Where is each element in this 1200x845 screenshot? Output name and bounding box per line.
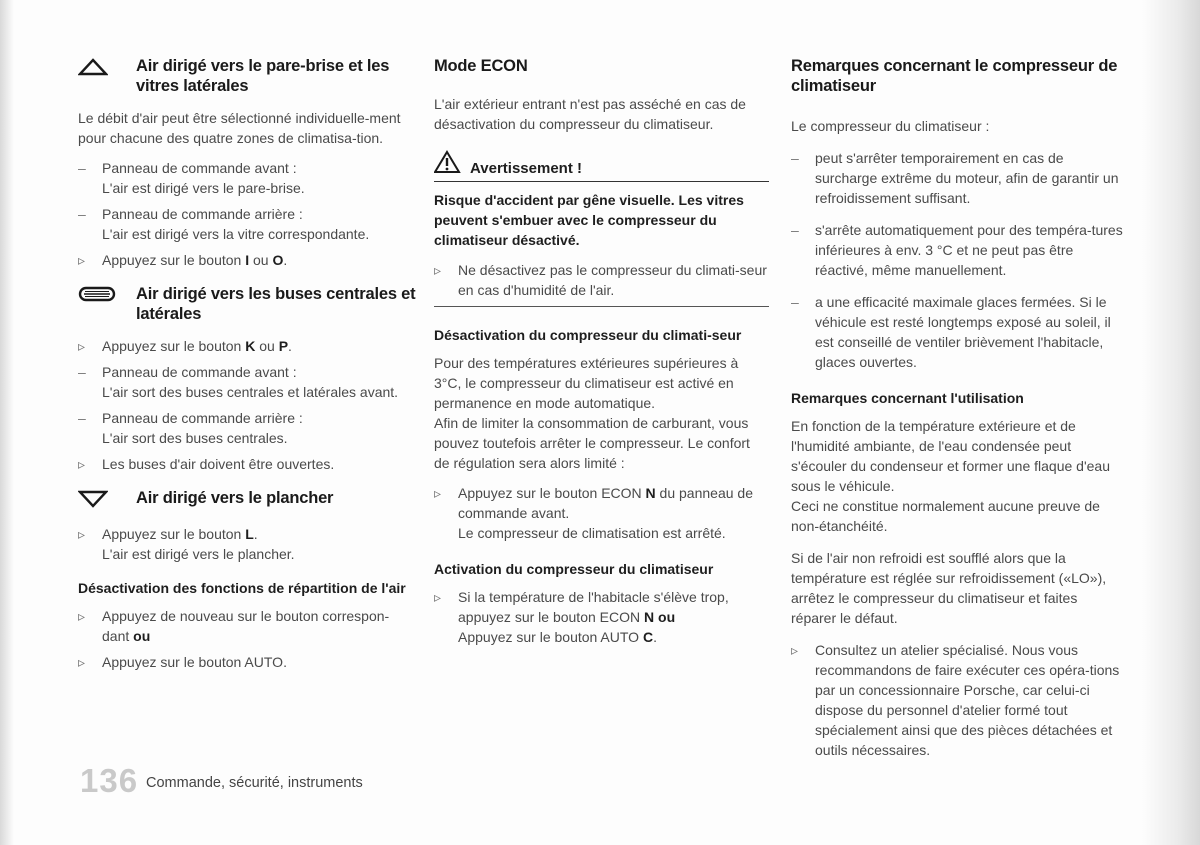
bold-text: ou: [658, 609, 676, 625]
item-text: Les buses d'air doivent être ouvertes.: [102, 456, 335, 472]
section-title: Air dirigé vers le plancher: [136, 489, 334, 507]
page-edge-left: [0, 0, 14, 845]
button-key: I: [245, 252, 250, 268]
list-item: [78, 362, 416, 402]
item-text: Appuyez de nouveau sur le bouton correspon-dant: [102, 608, 390, 644]
item-text: L'air sort des buses centrales.: [102, 430, 288, 446]
arrow-marker: ▹: [78, 456, 86, 472]
item-text: L'air est dirigé vers la vitre correspondante.: [102, 226, 370, 242]
arrow-marker: ▹: [791, 642, 799, 658]
subsection-title: Activation du compresseur du climatiseur: [434, 561, 714, 577]
button-key: C: [642, 629, 654, 645]
warning-triangle-icon: [434, 150, 464, 179]
item-text: L'air est dirigé vers le pare-brise.: [102, 180, 305, 196]
paragraph: En fonction de la température extérieure et de l'humidité ambiante, de l'eau condensée peut s'écouler du condenseur et former une flaque d'eau sous le véhicule.: [791, 418, 1110, 494]
button-key: L: [245, 526, 254, 542]
item-text: Panneau de commande avant :: [102, 364, 297, 380]
warning-box: [434, 182, 769, 307]
windshield-triangle-icon: [78, 56, 136, 80]
subsection-title: Remarques concernant l'utilisation: [791, 390, 1024, 406]
action-item: [434, 260, 769, 300]
item-text: Ne désactivez pas le compresseur du climati-seur en cas d'humidité de l'air.: [458, 262, 767, 298]
item-text: ou: [255, 338, 279, 354]
list-item: [791, 148, 1126, 208]
action-item: [434, 587, 769, 647]
item-text: .: [653, 629, 657, 645]
dash-marker: –: [78, 364, 86, 380]
page-number: 136: [80, 762, 139, 799]
item-text: .: [283, 252, 288, 268]
item-text: Panneau de commande arrière :: [102, 206, 303, 222]
item-text: Appuyez sur le bouton AUTO: [458, 629, 643, 645]
item-text: Le compresseur de climatisation est arrêté.: [458, 525, 726, 541]
warning-text: Risque d'accident par gêne visuelle. Les vitres peuvent s'embuer avec le compresseur du climatiseur désactivé.: [434, 192, 744, 248]
item-text: Appuyez sur le bouton: [102, 252, 246, 268]
list-item: [78, 158, 416, 198]
section-title: Air dirigé vers le pare-brise et les vitres latérales: [136, 57, 390, 95]
action-item: [78, 652, 416, 672]
list-item: [78, 408, 416, 448]
arrow-marker: ▹: [78, 654, 86, 670]
item-text: Panneau de commande avant :: [102, 160, 297, 176]
arrow-marker: ▹: [434, 589, 442, 605]
dash-marker: –: [78, 410, 86, 426]
paragraph: Afin de limiter la consommation de carburant, vous pouvez toutefois arrêter le compresseur. Le confort de régulation sera alors limité :: [434, 415, 750, 471]
item-text: L'air sort des buses centrales et latérales avant.: [102, 384, 399, 400]
item-text: Appuyez sur le bouton: [102, 338, 246, 354]
item-text: a une efficacité maximale glaces fermées. Si le véhicule est resté longtemps exposé au soleil, il est conseillé de ventiler brièvement l'habitacle, glaces ouvertes.: [815, 294, 1111, 370]
section-title: Remarques concernant le compresseur de climatiseur: [791, 57, 1118, 95]
list-item: [791, 220, 1126, 280]
section-floor: [78, 488, 416, 512]
column-2: [434, 56, 769, 653]
item-text: Consultez un atelier spécialisé. Nous vous recommandons de faire exécuter ces opéra-tions par un concessionnaire Porsche, car celui-ci dispose du personnel d'atelier formé tout spécialement ainsi que des pièces détachées et outils nécessaires.: [815, 642, 1120, 758]
paragraph: Le débit d'air peut être sélectionné individuelle-ment pour chacune des quatre zones de climatisa-tion.: [78, 110, 401, 146]
dash-marker: –: [791, 294, 799, 310]
item-text: ou: [249, 252, 273, 268]
item-text: Appuyez sur le bouton ECON: [458, 485, 646, 501]
list-item: [78, 204, 416, 244]
footer-chapter: Commande, sécurité, instruments: [146, 775, 363, 791]
warning-label: Avertissement !: [470, 160, 582, 177]
column-3: [791, 56, 1126, 766]
arrow-marker: ▹: [434, 262, 442, 278]
paragraph: Le compresseur du climatiseur :: [791, 118, 990, 134]
section-title: Air dirigé vers les buses centrales et latérales: [136, 285, 416, 323]
subsection-title: Désactivation du compresseur du climati-seur: [434, 327, 742, 343]
item-text: du panneau de commande avant.: [458, 485, 753, 521]
dash-marker: –: [791, 150, 799, 166]
item-text: Si la température de l'habitacle s'élève trop, appuyez sur le bouton ECON: [458, 589, 729, 625]
dash-marker: –: [78, 160, 86, 176]
action-item: [78, 524, 416, 564]
button-key: K: [245, 338, 256, 354]
item-text: .: [288, 338, 292, 354]
section-title: Mode ECON: [434, 57, 528, 75]
arrow-marker: ▹: [78, 526, 86, 542]
item-text: peut s'arrêter temporairement en cas de surcharge extrême du moteur, afin de garantir un refroidissement suffisant.: [815, 150, 1119, 206]
item-text: L'air est dirigé vers le plancher.: [102, 546, 295, 562]
dash-marker: –: [78, 206, 86, 222]
item-text: s'arrête automatiquement pour des tempéra-tures inférieures à env. 3 °C et ne peut pas être réactivé, même manuellement.: [815, 222, 1123, 278]
item-text: Appuyez sur le bouton: [102, 526, 246, 542]
subsection-title: Désactivation des fonctions de répartition de l'air: [78, 580, 406, 596]
section-center-vents: [78, 284, 416, 324]
action-item: [78, 336, 416, 356]
button-key: O: [272, 252, 284, 268]
action-item: [78, 606, 416, 646]
arrow-marker: ▹: [78, 338, 86, 354]
column-1: [78, 56, 416, 678]
dash-marker: –: [791, 222, 799, 238]
button-key: N: [645, 485, 656, 501]
center-vents-icon: [78, 284, 136, 308]
floor-triangle-icon: [78, 488, 136, 512]
paragraph: L'air extérieur entrant n'est pas asséché en cas de désactivation du compresseur du climatiseur.: [434, 96, 746, 132]
page-edge-right: [1142, 0, 1200, 845]
arrow-marker: ▹: [434, 485, 442, 501]
paragraph: Pour des températures extérieures supérieures à 3°C, le compresseur du climatiseur est activé en permanence en mode automatique.: [434, 355, 739, 411]
paragraph: Ceci ne constitue normalement aucune preuve de non-étanchéité.: [791, 498, 1100, 534]
action-item: [791, 640, 1126, 760]
bold-text: ou: [133, 628, 151, 644]
note-item: [78, 454, 416, 474]
item-text: Appuyez sur le bouton AUTO.: [102, 654, 287, 670]
warning-header: [434, 150, 769, 182]
item-text: Panneau de commande arrière :: [102, 410, 303, 426]
list-item: [791, 292, 1126, 372]
button-key: N: [644, 609, 655, 625]
action-item: [78, 250, 416, 270]
button-key: P: [278, 338, 289, 354]
section-windshield: [78, 56, 416, 96]
item-text: .: [253, 526, 258, 542]
arrow-marker: ▹: [78, 252, 86, 268]
arrow-marker: ▹: [78, 608, 86, 624]
action-item: [434, 483, 769, 543]
paragraph: Si de l'air non refroidi est soufflé alors que la température est réglée sur refroidissement («LO»), arrêtez le compresseur du climatiseur et faites réparer le défaut.: [791, 550, 1107, 626]
